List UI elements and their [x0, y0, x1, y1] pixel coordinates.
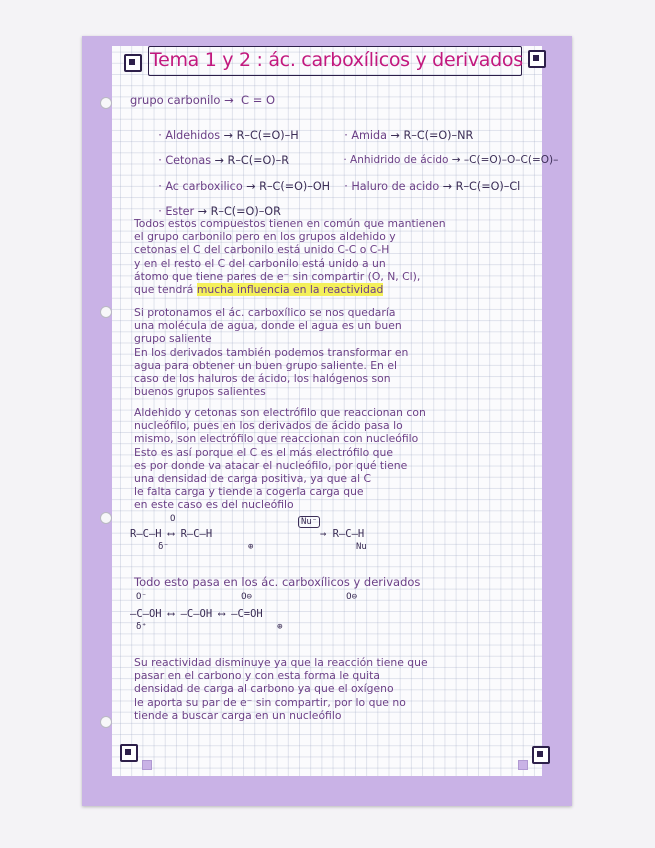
- mechanism-delta-minus: δ⁻: [158, 542, 169, 552]
- resonance-diagram: [130, 592, 358, 640]
- resonance-structures: –C–OH ⟷ –C–OH ⟷ –C=OH: [130, 608, 263, 620]
- mechanism-right-nu: Nu: [356, 542, 367, 552]
- paragraph-2: Si protonamos el ác. carboxílico se nos quedaría una molécula de agua, donde el agua es un buen grupo saliente En los derivados también podemos transformar en agua para obtener un buen grupo saliente. En el caso de los haluros de ácido, los halógenos son buenos grupos salientes: [134, 306, 409, 399]
- compound-ester: · Ester → R–C(=O)–OR: [158, 205, 281, 219]
- mechanism-charge-top: O: [170, 514, 176, 524]
- paragraph-5: Su reactividad disminuye ya que la reacción tiene que pasar en el carbono y con esta forma le quita densidad de carga al carbono ya que el oxígeno le aporta su par de e⁻ sin compartir, por lo que no tiende a buscar carga en un nucleófilo: [134, 656, 428, 722]
- corner-marker-icon: [124, 54, 142, 72]
- compound-acido-carboxilico: · Ac carboxilico → R–C(=O)–OH: [158, 180, 331, 194]
- corner-marker-icon: [120, 744, 138, 762]
- mechanism-right: → R–C–H: [320, 528, 365, 540]
- notebook-page: [82, 36, 572, 806]
- mechanism-left: R–C–H ⟷ R–C–H: [130, 528, 213, 540]
- corner-square-icon: [518, 760, 528, 770]
- corner-marker-icon: [532, 746, 550, 764]
- mechanism-diagram: [130, 514, 430, 564]
- compound-amida: · Amida → R–C(=O)–NR: [344, 129, 474, 143]
- resonance-bottom-charges: δ⁺ ⊕: [136, 622, 283, 632]
- resonance-top-charges: O⁻ O⊖ O⊖: [136, 592, 358, 602]
- carbonyl-group-line: grupo carbonilo → C = O: [130, 93, 276, 107]
- binder-hole: [100, 716, 112, 728]
- binder-hole: [100, 512, 112, 524]
- page-title: Tema 1 y 2 : ác. carboxílicos y derivados: [150, 49, 523, 71]
- mechanism-plus-charge: ⊕: [248, 542, 254, 552]
- highlight-mark: mucha influencia en la reactividad: [196, 283, 384, 297]
- nucleophile-box: Nu⁻: [298, 516, 320, 528]
- corner-marker-icon: [528, 50, 546, 68]
- binder-hole: [100, 306, 112, 318]
- paragraph-1: Todos estos compuestos tienen en común que mantienen el grupo carbonilo pero en los grupos aldehido y cetonas el C del carbonilo está unido C-C o C-H y en el resto el C del carbonilo está unido a un átomo que tiene pares de e⁻ sin compartir (O, N, Cl), que tendrá mucha influencia en la reactividad: [134, 217, 446, 297]
- paragraph-4: Todo esto pasa en los ác. carboxílicos y derivados: [134, 575, 421, 589]
- page-bottom-strip: [82, 776, 572, 806]
- compound-haluro: · Haluro de acido → R–C(=O)–Cl: [344, 180, 521, 194]
- binder-hole: [100, 97, 112, 109]
- page-top-strip: [82, 36, 572, 46]
- paragraph-3: Aldehido y cetonas son electrófilo que reaccionan con nucleófilo, pues en los derivados de ácido pasa lo mismo, son electrófilo que reaccionan con nucleófilo Esto es así porque el C es el más electrófilo que es por donde va atacar el nucleófilo, por qué tiene una densidad de carga positiva, ya que al C le falta carga y tiende a cogerla carga que en este caso es del nucleófilo: [134, 406, 426, 512]
- highlighted-line: que tendrá mucha influencia en la reactividad: [134, 283, 384, 297]
- corner-square-icon: [142, 760, 152, 770]
- compound-anhidrido: · Anhidrido de ácido → –C(=O)–O–C(=O)–: [343, 154, 559, 167]
- compound-aldehido: · Aldehidos → R–C(=O)–H: [158, 129, 299, 143]
- page-left-strip: [82, 36, 112, 806]
- compound-cetona: · Cetonas → R–C(=O)–R: [158, 154, 290, 168]
